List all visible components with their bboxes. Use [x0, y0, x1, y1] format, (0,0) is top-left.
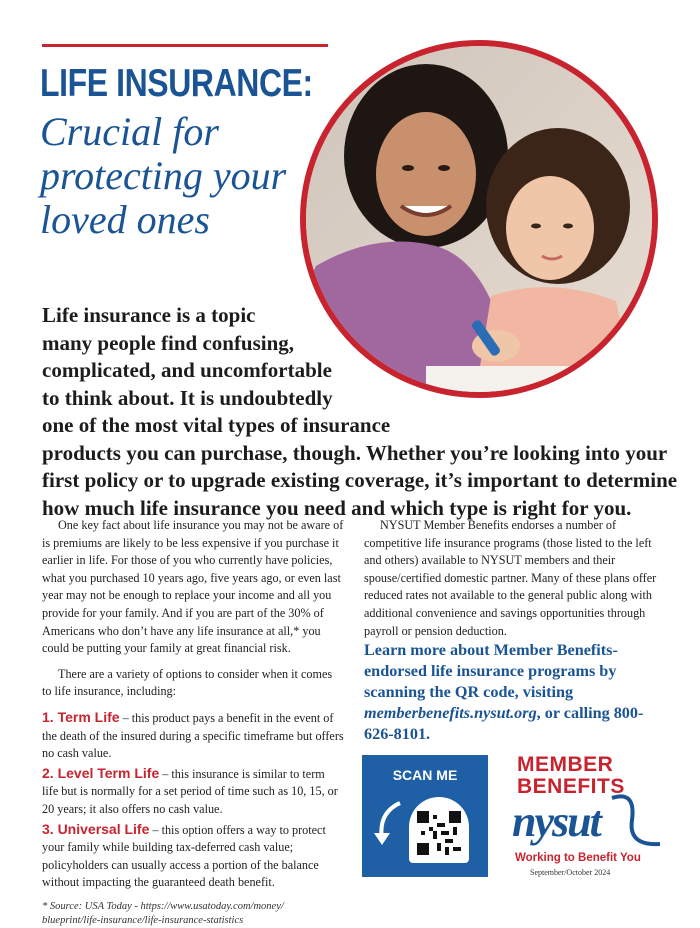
logo-line2: BENEFITS: [517, 775, 625, 798]
body-paragraph: NYSUT Member Benefits endorses a number of competitive life insurance programs (those listed to the left and others) available to NYSUT members and their spouse/certified domestic partner. Many of these plans offer reduced rates not available to the general public along with additional convenience and savings opportunities through payroll or pension deduction.: [364, 518, 657, 638]
option-label: 3. Universal Life: [42, 820, 150, 837]
source-footnote: * Source: USA Today - https://www.usatoday.com/money/ blueprint/life-insurance/life-insurance-statistics: [42, 900, 284, 926]
intro-line: Life insurance is a topic: [42, 303, 256, 327]
curved-arrow-icon: [372, 799, 406, 849]
right-column: [364, 517, 664, 648]
learn-text-end: , or calling 800-626-8101.: [364, 704, 644, 743]
left-column: [42, 517, 344, 928]
intro-line: to think about. It is undoubtedly: [42, 385, 333, 410]
issue-date: September/October 2024: [530, 868, 611, 877]
top-red-rule: [42, 44, 328, 47]
option-level-term-life: [42, 765, 344, 819]
intro-line: many people find confusing,: [42, 330, 295, 355]
learn-more-callout: [364, 640, 664, 745]
logo-line1: MEMBER: [517, 753, 614, 776]
option-text: – this insurance is similar to term life but is normally for a set period of time such as 10, 15, or 20 years; it also offers no cash value.: [42, 766, 338, 816]
option-text: – this product pays a benefit in the event of the death of the insured during a specific timeframe but offers no cash value.: [42, 710, 344, 761]
option-term-life: [42, 709, 344, 763]
intro-line: one of the most vital types of insurance: [42, 413, 391, 437]
logo-swoosh-icon: [606, 790, 666, 854]
option-label: 1. Term Life: [42, 708, 120, 725]
intro-line: how much life insurance you need and which type is right for you.: [42, 495, 632, 520]
qr-pattern-icon: [417, 811, 461, 855]
page-title: LIFE INSURANCE:: [40, 62, 313, 105]
website-link[interactable]: memberbenefits.nysut.org: [364, 704, 537, 722]
page-subtitle: Crucial for protecting your loved ones: [40, 109, 287, 242]
option-text: – this option offers a way to protect your family while building tax-deferred cash value; policyholders can usually access a portion of the balance without impacting the guaranteed death benefit.: [42, 822, 326, 890]
intro-line: first policy or to upgrade existing coverage, it’s important to determine: [42, 468, 678, 492]
intro-line: complicated, and uncomfortable: [42, 358, 332, 382]
logo-nysut: nysut: [512, 797, 600, 846]
body-paragraph: There are a variety of options to consider when it comes to life insurance, including:: [42, 666, 333, 699]
qr-code[interactable]: [409, 797, 469, 863]
learn-text: Learn more about Member Benefits-endorsed life insurance programs by scanning the QR code, visiting: [364, 641, 618, 701]
scan-me-box: [362, 755, 488, 877]
intro-paragraph: [42, 302, 678, 522]
option-label: 2. Level Term Life: [42, 764, 160, 781]
intro-line: products you can purchase, though. Whether you’re looking into your: [42, 440, 668, 465]
option-universal-life: [42, 821, 344, 892]
body-paragraph: One key fact about life insurance you may not be aware of is premiums are likely to be less expensive if you purchase it earlier in life. For those of you who currently have policies, what you purchased 10 years ago, five years ago, or even last year may not be enough to replace your income and all you provide for your family. And if you are part of the 30% of Americans who don’t have any life insurance at all,* you could be putting your family at great financial risk.: [42, 518, 344, 656]
scan-me-label: SCAN ME: [392, 767, 458, 783]
logo-tagline: Working to Benefit You: [515, 852, 641, 864]
